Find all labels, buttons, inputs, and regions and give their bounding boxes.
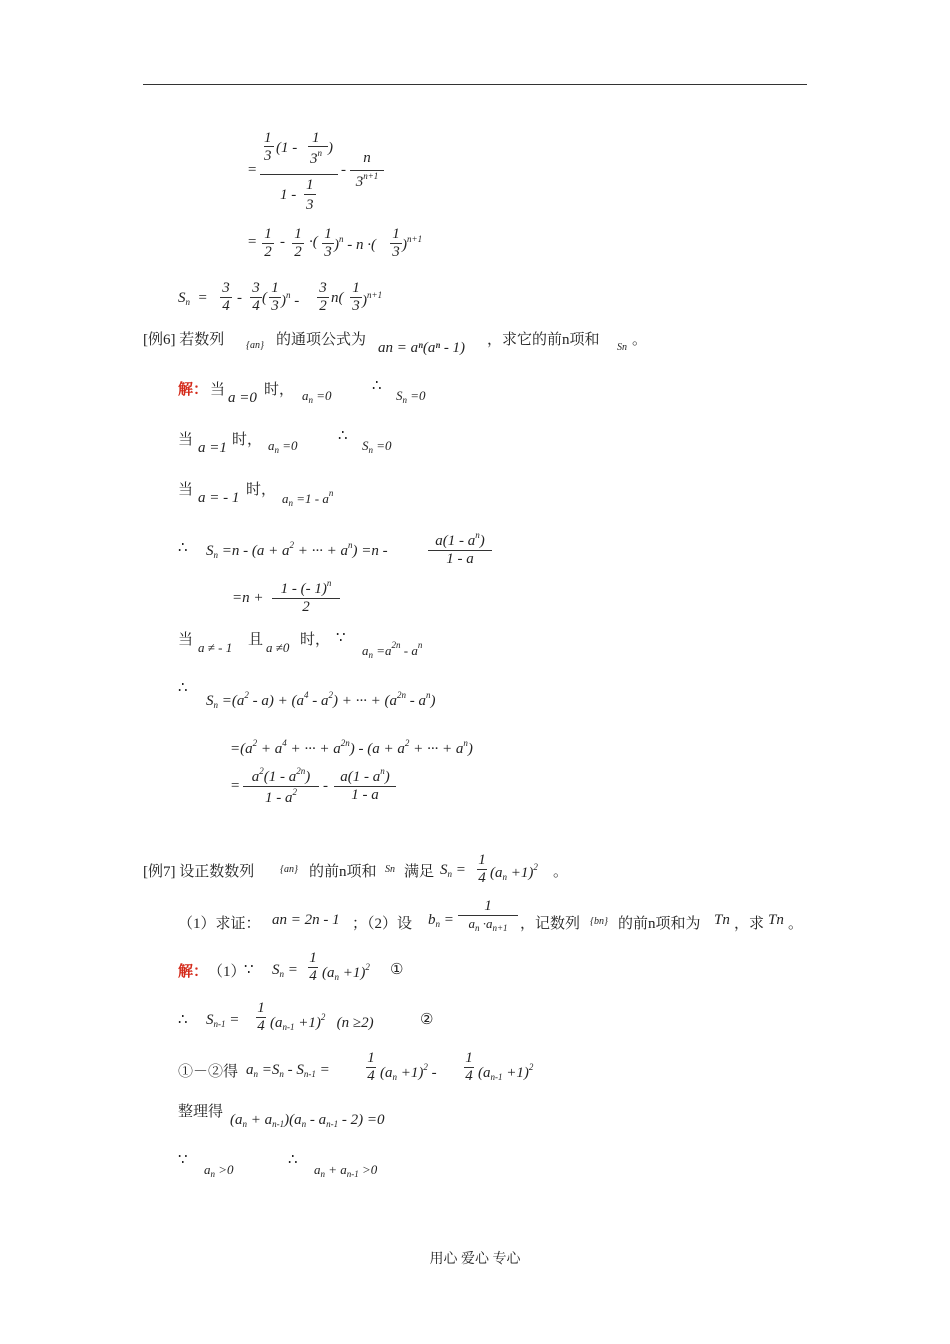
sn-pairs: $S_n =(a^2 - a) + (a^4 - a^2)$ + ··· + $(a^{2n} - a^n)$ — [206, 690, 436, 710]
dang-1: 当 — [210, 382, 226, 398]
math-fraction-big: 1 3 (1 - 1 3$^n$ ) 1 - 1 3 — [260, 128, 338, 219]
dang-3: 当 — [178, 482, 194, 498]
solution-label-2: 解： — [178, 964, 209, 980]
ex7-sn: Sn — [385, 864, 395, 875]
ex6-mid: 的通项公式为 — [276, 332, 367, 348]
sn-eq-0-a: $S_n =0$ — [396, 388, 426, 405]
math-pow-3: )$^{n+1}$ — [362, 290, 383, 309]
cond-a-ne-m1: a ≠ - 1 — [198, 640, 233, 655]
sol7-sn: $S_n$ = — [272, 962, 298, 979]
sn-sum-line-1: $S_n =n - (a + a^2$ + ··· + $a^n) =n$ - — [206, 540, 388, 560]
frac-1m1n: 1 - (- 1)$^n$ 2 — [272, 578, 340, 616]
cond-a0: a =0 — [228, 390, 257, 406]
frac-a2: $a^2(1 - a^{2n})$ $1 - a^2$ — [243, 766, 319, 807]
frac-half-1: 1 2 — [262, 226, 274, 261]
ex7-part1: （1）求证： — [178, 916, 261, 932]
frac-a1an: $a(1 - a^n)$ 1 - a — [428, 530, 492, 568]
sn-sum-line-2: =n + — [232, 590, 264, 606]
frac-34-2: 3 4 — [250, 280, 262, 315]
frac-third-2: 1 3 — [390, 226, 402, 261]
minus-final: - — [323, 778, 328, 794]
shi-2: 时， — [232, 432, 263, 448]
ex7-sn-formula: $S_n$ = — [440, 862, 466, 879]
frac-quarter-1: 1 4 — [478, 852, 486, 886]
dang-2: 当 — [178, 432, 194, 448]
sol7-sn-2: $(a_n +1)^2$ — [322, 962, 370, 982]
shi-4: 时， — [300, 632, 331, 648]
therefore-4: ∴ — [178, 680, 188, 696]
shi-1: 时， — [264, 382, 295, 398]
because-3: ∵ — [178, 1152, 188, 1168]
frac-34-1: 3 4 — [220, 280, 232, 315]
math-sn-result: $S_n$ = — [178, 290, 208, 307]
because-1: ∵ — [336, 630, 346, 646]
cond-a1: a =1 — [198, 440, 227, 456]
ex6-label: [例6] 若数列 — [143, 332, 225, 348]
math-pow-n1: )$^{n+1}$ — [402, 234, 423, 253]
sol7-diff-2: $(a_n +1)^2$ - — [380, 1062, 437, 1082]
qie: 且 — [248, 632, 264, 648]
circle-2a: ② — [420, 1012, 434, 1028]
an-eq-a2n: $a_n =a^{2n} - a^n$ — [362, 640, 423, 660]
ex7-seq: {an} — [280, 864, 298, 875]
sol7-sum-pos: $a_n + a_{n-1} >0$ — [314, 1162, 378, 1179]
ex7-tail2: ，记数列 — [520, 916, 581, 932]
circle-1a: ① — [390, 962, 404, 978]
frac-13-4: 1 3 — [350, 280, 362, 315]
therefore-1: ∴ — [372, 378, 382, 394]
math-pow-n: )$^n$ - n ·( — [334, 234, 376, 253]
an-eq-0-a: $a_n =0$ — [302, 388, 332, 405]
therefore-3: ∴ — [178, 540, 188, 556]
frac-quarter-5: 1 4 — [465, 1050, 473, 1084]
math-paren-1: ( — [262, 290, 267, 306]
ex7-mid2: 满足 — [404, 864, 435, 880]
ex7-sn-formula-2: $(a_n +1)^2$ — [490, 862, 538, 882]
ex6-end: 。 — [632, 332, 648, 348]
sol7-diff-3: $(a_{n-1} +1)^2$ — [478, 1062, 534, 1082]
sn-grouped: $=(a^2 + a^4$ + ··· + $a^{2n}) - (a + a^2$ + ··· + $a^n$) — [230, 738, 473, 757]
ex6-sn: Sn — [617, 342, 627, 353]
sol7-factor: $(a_n + a_{n-1})(a_n - a_{n-1} - 2) =0$ — [230, 1112, 385, 1129]
math-minus-3: - — [237, 290, 242, 306]
sub-12: ①－②得 — [178, 1064, 239, 1080]
sol7-an-pos: $a_n >0$ — [204, 1162, 234, 1179]
math-n-paren: n( — [331, 290, 344, 306]
an-eq-0-b: $a_n =0$ — [268, 438, 298, 455]
math-minus-2: - — [280, 234, 285, 250]
sn-eq-0-b: $S_n =0$ — [362, 438, 392, 455]
math-pow-2: )$^n$ - — [281, 290, 300, 309]
ex6-seq: {an} — [246, 340, 264, 351]
solution-label-1: 解： — [178, 382, 209, 398]
ex7-bn: {bn} — [590, 916, 608, 927]
header-rule — [143, 84, 807, 85]
ex6-tail: ，求它的前n项和 — [487, 332, 600, 348]
ex6-formula: an = aⁿ(aⁿ - 1) — [378, 340, 466, 356]
frac-half-2: 1 2 — [292, 226, 304, 261]
cond-am1: a = - 1 — [198, 490, 240, 506]
eq-sign-final: = — [230, 778, 241, 794]
math-minus: - — [341, 162, 346, 178]
frac-third-1: 1 3 — [322, 226, 334, 261]
ex7-bn-def: $b_n$ = — [428, 912, 454, 929]
math-eq-sign-1: = — [247, 162, 258, 178]
ex7-tn-2: Tn — [768, 912, 784, 928]
ex7-label: [例7] 设正数数列 — [143, 864, 255, 880]
therefore-6: ∴ — [288, 1152, 298, 1168]
frac-bn: 1 $a_n \cdot a_{n+1}$ — [458, 898, 518, 933]
ex7-an-eq: an = 2n - 1 — [272, 912, 340, 928]
ex7-tn-1: Tn — [714, 912, 730, 928]
therefore-2: ∴ — [338, 428, 348, 444]
therefore-5: ∴ — [178, 1012, 188, 1028]
ex7-end: 。 — [553, 864, 569, 880]
frac-quarter-3: 1 4 — [257, 1000, 265, 1034]
frac-quarter-2: 1 4 — [309, 950, 317, 984]
ex7-tail4: ，求 — [734, 916, 765, 932]
ex7-part2: ；（2）设 — [352, 916, 413, 932]
math-dot: ·( — [309, 234, 318, 250]
frac-quarter-4: 1 4 — [367, 1050, 375, 1084]
sol7-sn1: $S_{n-1}$ = — [206, 1012, 240, 1029]
an-eq-am1: $a_n =1 - a^n$ — [282, 488, 334, 508]
math-line-2: = — [247, 234, 258, 250]
shi-3: 时， — [246, 482, 277, 498]
ex7-tail5: 。 — [788, 916, 804, 932]
frac-a: $a(1 - a^n)$ 1 - a — [334, 766, 396, 804]
frac-32: 3 2 — [317, 280, 329, 315]
page-footer: 用心 爱心 专心 — [429, 1252, 521, 1267]
frac-13-3: 1 3 — [269, 280, 281, 315]
sol7-diff: $a_n =S_n - S_{n-1}$ = — [246, 1062, 330, 1079]
dang-4: 当 — [178, 632, 194, 648]
sol7-paren1: （1） — [208, 964, 246, 980]
cond-a-ne-0: a ≠0 — [266, 640, 290, 655]
because-2: ∵ — [244, 962, 254, 978]
ex7-mid: 的前n项和 — [309, 864, 377, 880]
ex7-tail3: 的前n项和为 — [618, 916, 701, 932]
sol7-sn1-2: $(a_{n-1} +1)^2$ (n ≥2) — [270, 1012, 374, 1032]
math-fraction-n: n $3^{n+1}$ — [350, 150, 384, 191]
zhengli: 整理得 — [178, 1104, 224, 1120]
